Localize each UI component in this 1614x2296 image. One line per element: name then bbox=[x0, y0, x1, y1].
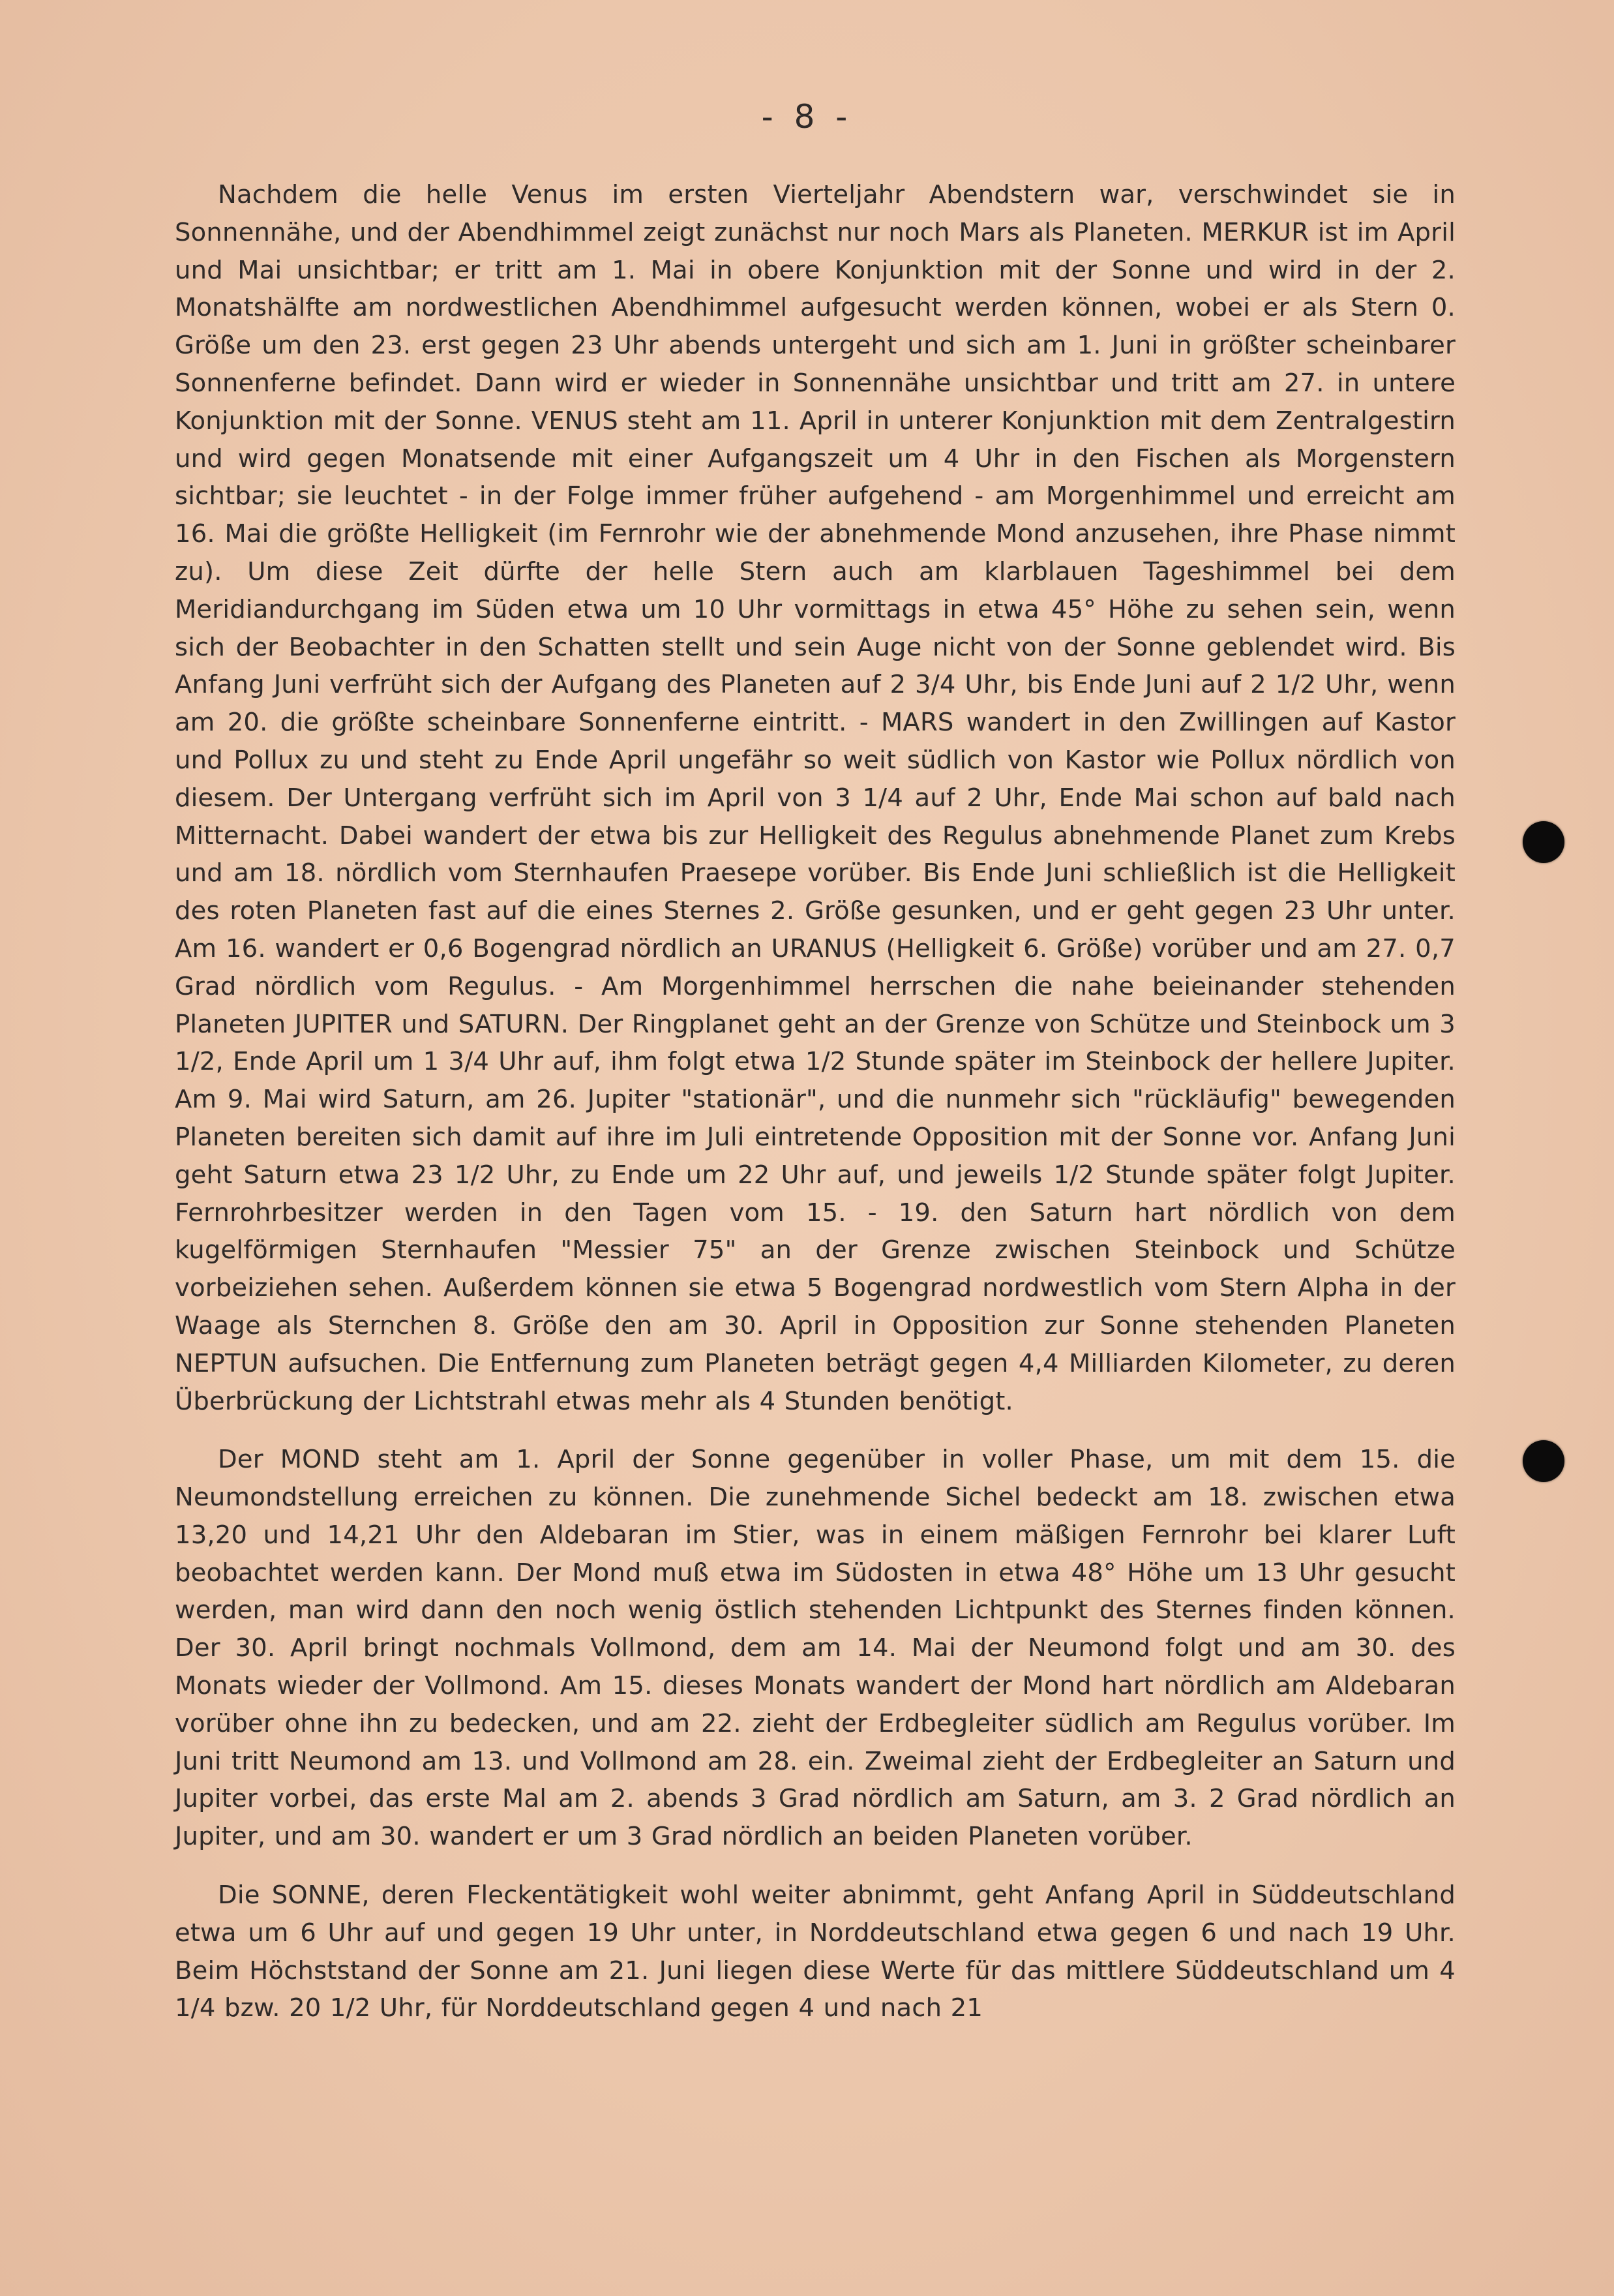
body-text bbox=[175, 176, 1456, 2048]
punch-hole-lower bbox=[1523, 1440, 1564, 1482]
paragraph-sun: Die SONNE, deren Fleckentätigkeit wohl weiter abnimmt, geht Anfang April in Süddeutschland etwa um 6 Uhr auf und gegen 19 Uhr unter, in Norddeutschland etwa gegen 6 und nach 19 Uhr. Beim Höchststand der Sonne am 21. Juni liegen diese Werte für das mittlere Süddeutschland um 4 1/4 bzw. 20 1/2 Uhr, für Norddeutschland gegen 4 und nach 21 bbox=[175, 1881, 1456, 2023]
page-number: - 8 - bbox=[761, 98, 853, 136]
paragraph-moon: Der MOND steht am 1. April der Sonne gegenüber in voller Phase, um mit dem 15. die Neumondstellung erreichen zu können. Die zunehmende Sichel bedeckt am 18. zwischen etwa 13,20 und 14,21 Uhr den Aldebaran im Stier, was in einem mäßigen Fernrohr bei klarer Luft beobachtet werden kann. Der Mond muß etwa im Südosten in etwa 48° Höhe um 13 Uhr gesucht werden, man wird dann den noch wenig östlich stehenden Lichtpunkt des Sternes finden können. Der 30. April bringt nochmals Vollmond, dem am 14. Mai der Neumond folgt und am 30. des Monats wieder der Vollmond. Am 15. dieses Monats wandert der Mond hart nördlich am Aldebaran vorüber ohne ihn zu bedecken, und am 22. zieht der Erdbegleiter südlich am Regulus vorüber. Im Juni tritt Neumond am 13. und Vollmond am 28. ein. Zweimal zieht der Erdbegleiter an Saturn und Jupiter vorbei, das erste Mal am 2. abends 3 Grad nördlich am Saturn, am 3. 2 Grad nördlich an Jupiter, und am 30. wandert er um 3 Grad nördlich an beiden Planeten vorüber. bbox=[175, 1445, 1456, 1852]
paragraph-planets: Nachdem die helle Venus im ersten Vierteljahr Abendstern war, verschwindet sie in Sonnennähe, und der Abendhimmel zeigt zunächst nur noch Mars als Planeten. MERKUR ist im April und Mai unsichtbar; er tritt am 1. Mai in obere Konjunktion mit der Sonne und wird in der 2. Monatshälfte am nordwestlichen Abendhimmel aufgesucht werden können, wobei er als Stern 0. Größe um den 23. erst gegen 23 Uhr abends untergeht und sich am 1. Juni in größter scheinbarer Sonnenferne befindet. Dann wird er wieder in Sonnennähe unsichtbar und tritt am 27. in untere Konjunktion mit der Sonne. VENUS steht am 11. April in unterer Konjunktion mit dem Zentralgestirn und wird gegen Monatsende mit einer Aufgangszeit um 4 Uhr in den Fischen als Morgenstern sichtbar; sie leuchtet - in der Folge immer früher aufgehend - am Morgenhimmel und erreicht am 16. Mai die größte Helligkeit (im Fernrohr wie der abnehmende Mond anzusehen, ihre Phase nimmt zu). Um diese Zeit dürfte der helle Stern auch am klarblauen Tageshimmel bei dem Meridiandurchgang im Süden etwa um 10 Uhr vormittags in etwa 45° Höhe zu sehen sein, wenn sich der Beobachter in den Schatten stellt und sein Auge nicht von der Sonne geblendet wird. Bis Anfang Juni verfrüht sich der Aufgang des Planeten auf 2 3/4 Uhr, bis Ende Juni auf 2 1/2 Uhr, wenn am 20. die größte scheinbare Sonnenferne eintritt. - MARS wandert in den Zwillingen auf Kastor und Pollux zu und steht zu Ende April ungefähr so weit südlich von Kastor wie Pollux nördlich von diesem. Der Untergang verfrüht sich im April von 3 1/4 auf 2 Uhr, Ende Mai schon auf bald nach Mitternacht. Dabei wandert der etwa bis zur Helligkeit des Regulus abnehmende Planet zum Krebs und am 18. nördlich vom Sternhaufen Praesepe vorüber. Bis Ende Juni schließlich ist die Helligkeit des roten Planeten fast auf die eines Sternes 2. Größe gesunken, und er geht gegen 23 Uhr unter. Am 16. wandert er 0,6 Bogengrad nördlich an URANUS (Helligkeit 6. Größe) vorüber und am 27. 0,7 Grad nördlich vom Regulus. - Am Morgenhimmel herrschen die nahe beieinander stehenden Planeten JUPITER und SATURN. Der Ringplanet geht an der Grenze von Schütze und Steinbock um 3 1/2, Ende April um 1 3/4 Uhr auf, ihm folgt etwa 1/2 Stunde später im Steinbock der hellere Jupiter. Am 9. Mai wird Saturn, am 26. Jupiter "stationär", und die nunmehr sich "rückläufig" bewegenden Planeten bereiten sich damit auf ihre im Juli eintretende Opposition mit der Sonne vor. Anfang Juni geht Saturn etwa 23 1/2 Uhr, zu Ende um 22 Uhr auf, und jeweils 1/2 Stunde später folgt Jupiter. Fernrohrbesitzer werden in den Tagen vom 15. - 19. den Saturn hart nördlich von dem kugelförmigen Sternhaufen "Messier 75" an der Grenze zwischen Steinbock und Schütze vorbeiziehen sehen. Außerdem können sie etwa 5 Bogengrad nordwestlich vom Stern Alpha in der Waage als Sternchen 8. Größe den am 30. April in Opposition zur Sonne stehenden Planeten NEPTUN aufsuchen. Die Entfernung zum Planeten beträgt gegen 4,4 Milliarden Kilometer, zu deren Überbrückung der Lichtstrahl etwas mehr als 4 Stunden benötigt. bbox=[175, 180, 1456, 1416]
punch-hole-upper bbox=[1523, 821, 1564, 863]
